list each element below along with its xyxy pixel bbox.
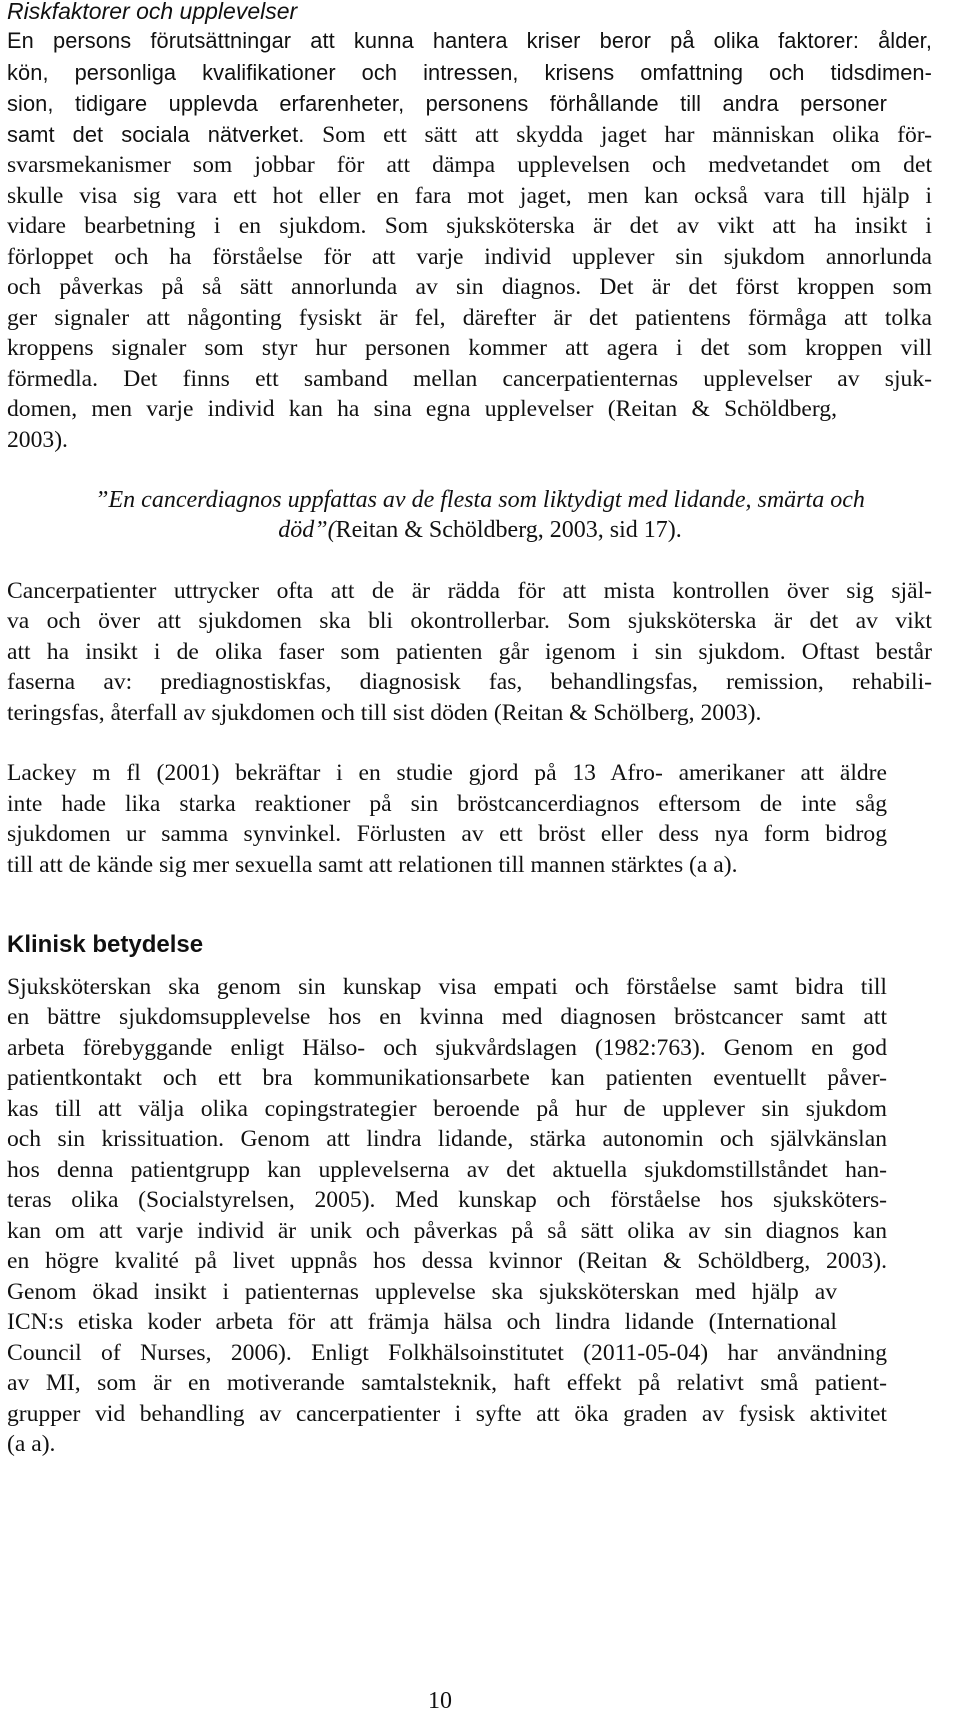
paragraph-line: kan om att varje individ är unik och påverkas på så sätt olika av sin diagnos kan (7, 1218, 887, 1244)
paragraph-line: grupper vid behandling av cancerpatienter i syfte att öka graden av fysisk aktivitet (7, 1401, 887, 1427)
paragraph-line: och sin krissituation. Genom att lindra lidande, stärka autonomin och självkänslan (7, 1126, 887, 1152)
paragraph-segment-serif: Som ett sätt att skydda jaget har människan olika för- (304, 122, 933, 148)
paragraph-line: arbeta förebyggande enligt Hälso- och sjukvårdslagen (1982:763). Genom en god (7, 1035, 887, 1061)
paragraph-line: teras olika (Socialstyrelsen, 2005). Med kunskap och förståelse hos sjuksköters- (7, 1187, 887, 1213)
paragraph-line: kroppens signaler som styr hur personen kommer att agera i det som kroppen vill (7, 335, 932, 361)
paragraph-line: till att de kände sig mer sexuella samt att relationen till mannen stärktes (a a). (7, 852, 738, 878)
paragraph-line: 2003). (7, 427, 68, 453)
section-heading-riskfaktorer: Riskfaktorer och upplevelser (7, 0, 298, 24)
paragraph-line: Genom ökad insikt i patienternas upplevelse ska sjuksköterskan med hjälp av (7, 1279, 837, 1305)
page-number: 10 (428, 1688, 452, 1714)
paragraph-line: inte hade lika starka reaktioner på sin bröstcancerdiagnos eftersom de inte såg (7, 791, 887, 817)
paragraph-line: sjukdomen ur samma synvinkel. Förlusten av ett bröst eller dess nya form bidrog (7, 821, 887, 847)
paragraph-line: va och över att sjukdomen ska bli okontrollerbar. Som sjuksköterska är det av vikt (7, 608, 932, 634)
paragraph-line: svarsmekanismer som jobbar för att dämpa upplevelsen och medvetandet om det (7, 152, 932, 178)
paragraph-segment-sans: samt det sociala nätverket. (7, 122, 305, 147)
paragraph-line-mixed (7, 120, 932, 150)
paragraph-line: en högre kvalité på livet uppnås hos dessa kvinnor (Reitan & Schöldberg, 2003). (7, 1248, 887, 1274)
paragraph-line: sion, tidigare upplevda erfarenheter, personens förhållande till andra personer (7, 91, 887, 116)
paragraph-line: en bättre sjukdomsupplevelse hos en kvinna med diagnosen bröstcancer samt att (7, 1004, 887, 1030)
paragraph-line: kas till att välja olika copingstrategier beroende på hur de upplever sin sjukdom (7, 1096, 887, 1122)
paragraph-line: ICN:s etiska koder arbeta för att främja hälsa och lindra lidande (International (7, 1309, 837, 1335)
block-quote-line-citation: död”(Reitan & Schöldberg, 2003, sid 17). (278, 517, 682, 543)
paragraph-line: kön, personliga kvalifikationer och intressen, krisens omfattning och tidsdimen- (7, 60, 932, 85)
paragraph-line: förloppet och ha förståelse för att varje individ upplever sin sjukdom annorlunda (7, 244, 932, 270)
block-quote-line: ”En cancerdiagnos uppfattas av de flesta som liktydigt med lidande, smärta och (95, 487, 865, 513)
paragraph-line: ger signaler att någonting fysiskt är fel, därefter är det patientens förmåga att tolka (7, 305, 932, 331)
paragraph-line: att ha insikt i de olika faser som patienten går igenom i sin sjukdom. Oftast består (7, 639, 932, 665)
paragraph-line: Sjuksköterskan ska genom sin kunskap visa empati och förståelse samt bidra till (7, 974, 887, 1000)
paragraph-line: vidare bearbetning i en sjukdom. Som sjuksköterska är det av vikt att ha insikt i (7, 213, 932, 239)
paragraph-line: Council of Nurses, 2006). Enligt Folkhälsoinstitutet (2011-05-04) har användning (7, 1340, 887, 1366)
paragraph-line: hos denna patientgrupp kan upplevelserna av det aktuella sjukdomstillståndet han- (7, 1157, 887, 1183)
paragraph-line: faserna av: prediagnostiskfas, diagnosisk fas, behandlingsfas, remission, rehabili- (7, 669, 932, 695)
paragraph-line: En persons förutsättningar att kunna hantera kriser beror på olika faktorer: ålder, (7, 28, 932, 53)
paragraph-line: domen, men varje individ kan ha sina egna upplevelser (Reitan & Schöldberg, (7, 396, 837, 422)
paragraph-line: (a a). (7, 1431, 56, 1457)
paragraph-line: Cancerpatienter uttrycker ofta att de är rädda för att mista kontrollen över sig själ- (7, 578, 932, 604)
paragraph-line: förmedla. Det finns ett samband mellan cancerpatienternas upplevelser av sjuk- (7, 366, 932, 392)
section-heading-klinisk-betydelse: Klinisk betydelse (7, 931, 204, 958)
paragraph-line: Lackey m fl (2001) bekräftar i en studie gjord på 13 Afro- amerikaner att äldre (7, 760, 887, 786)
paragraph-line: teringsfas, återfall av sjukdomen och till sist döden (Reitan & Schölberg, 2003). (7, 700, 762, 726)
paragraph-line: och påverkas på så sätt annorlunda av sin diagnos. Det är det först kroppen som (7, 274, 932, 300)
paragraph-line: skulle visa sig vara ett hot eller en fara mot jaget, men kan också vara till hjälp i (7, 183, 932, 209)
paragraph-line: av MI, som är en motiverande samtalsteknik, haft effekt på relativt små patient- (7, 1370, 887, 1396)
paragraph-line: patientkontakt och ett bra kommunikationsarbete kan patienten eventuellt påver- (7, 1065, 887, 1091)
